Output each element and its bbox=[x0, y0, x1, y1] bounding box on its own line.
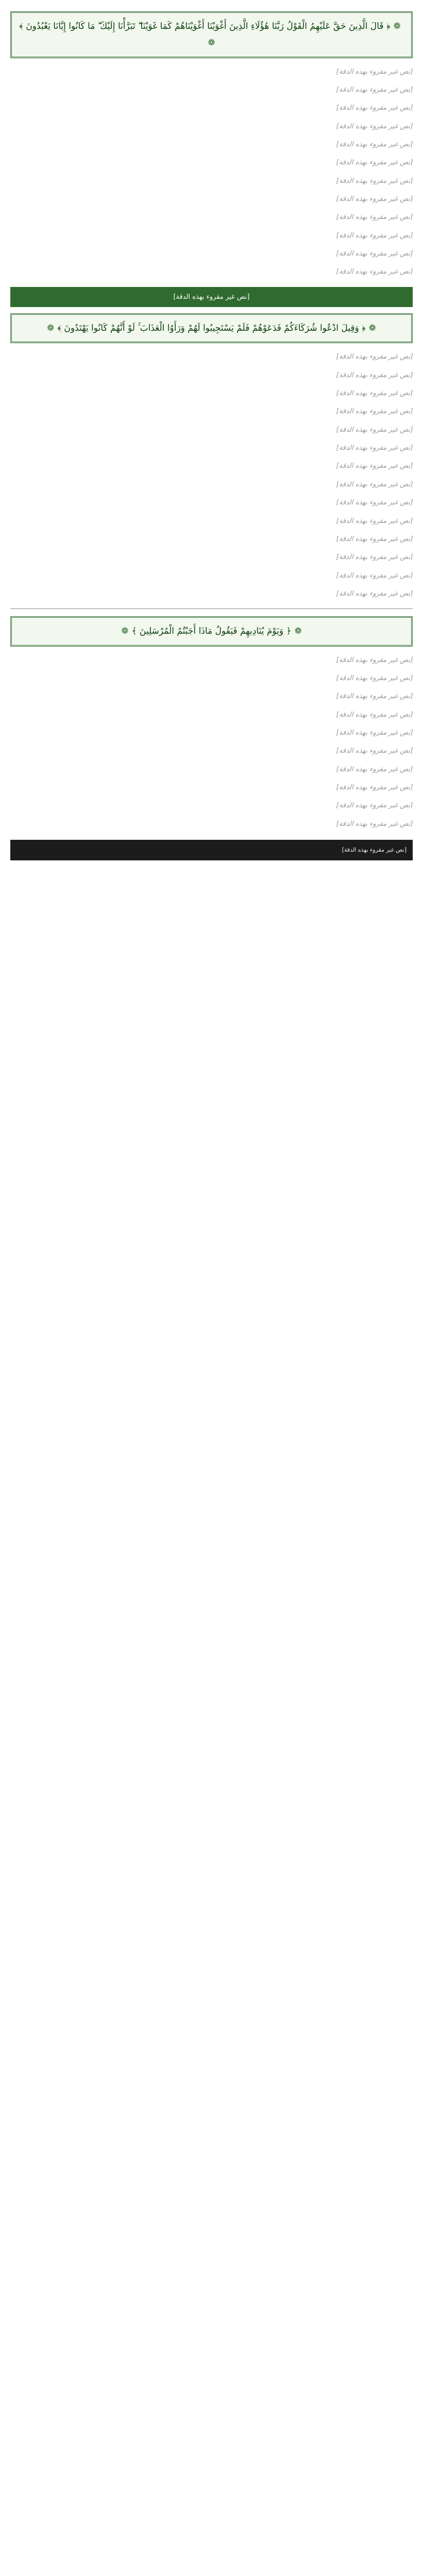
commentary-paragraph: [نص غير مقروء بهذه الدقة] bbox=[336, 747, 413, 755]
commentary-paragraph: [نص غير مقروء بهذه الدقة] bbox=[336, 426, 413, 434]
commentary-paragraph: [نص غير مقروء بهذه الدقة] bbox=[336, 104, 413, 112]
commentary-paragraph: [نص غير مقروء بهذه الدقة] bbox=[336, 353, 413, 361]
commentary-paragraph: [نص غير مقروء بهذه الدقة] bbox=[336, 802, 413, 810]
commentary-paragraph: [نص غير مقروء بهذه الدقة] bbox=[336, 389, 413, 398]
commentary-paragraph: [نص غير مقروء بهذه الدقة] bbox=[336, 268, 413, 276]
commentary-paragraph: [نص غير مقروء بهذه الدقة] bbox=[336, 499, 413, 507]
commentary-paragraph: [نص غير مقروء بهذه الدقة] bbox=[336, 765, 413, 773]
commentary-paragraph: [نص غير مقروء بهذه الدقة] bbox=[336, 535, 413, 543]
commentary-paragraph: [نص غير مقروء بهذه الدقة] bbox=[336, 213, 413, 222]
commentary-paragraph: [نص غير مقروء بهذه الدقة] bbox=[336, 710, 413, 719]
commentary-paragraph: [نص غير مقروء بهذه الدقة] bbox=[336, 571, 413, 580]
commentary-paragraph: [نص غير مقروء بهذه الدقة] bbox=[336, 159, 413, 167]
commentary-block-middle bbox=[10, 350, 413, 600]
commentary-paragraph: [نص غير مقروء بهذه الدقة] bbox=[336, 86, 413, 94]
commentary-paragraph: [نص غير مقروء بهذه الدقة] bbox=[336, 589, 413, 598]
commentary-paragraph: [نص غير مقروء بهذه الدقة] bbox=[336, 371, 413, 379]
commentary-paragraph: [نص غير مقروء بهذه الدقة] bbox=[336, 177, 413, 185]
verse-header-middle: ❁ ﴿ وَقِيلَ ادْعُوا شُرَكَاءَكُمْ فَدَعَوْهُمْ فَلَمْ يَسْتَجِيبُوا لَهُمْ وَرَأَوُا الْعَذَابَ ۚ لَوْ أَنَّهُمْ كَانُوا يَهْتَدُونَ ﴾ ❁ bbox=[10, 313, 413, 343]
commentary-paragraph: [نص غير مقروء بهذه الدقة] bbox=[336, 462, 413, 470]
commentary-paragraph: [نص غير مقروء بهذه الدقة] bbox=[336, 783, 413, 791]
commentary-paragraph: [نص غير مقروء بهذه الدقة] bbox=[336, 820, 413, 828]
commentary-paragraph: [نص غير مقروء بهذه الدقة] bbox=[336, 553, 413, 562]
commentary-paragraph: [نص غير مقروء بهذه الدقة] bbox=[336, 195, 413, 203]
commentary-paragraph: [نص غير مقروء بهذه الدقة] bbox=[336, 408, 413, 416]
commentary-paragraph: [نص غير مقروء بهذه الدقة] bbox=[336, 656, 413, 664]
tafsir-page bbox=[10, 0, 413, 868]
commentary-block-bottom bbox=[10, 654, 413, 831]
verse-header-top: ❁ ﴿ قَالَ الَّذِينَ حَقَّ عَلَيْهِمُ الْقَوْلُ رَبَّنَا هَٰؤُلَاءِ الَّذِينَ أَغْوَيْنَا أَغْوَيْنَاهُمْ كَمَا غَوَيْنَا ۖ تَبَرَّأْنَا إِلَيْكَ ۖ مَا كَانُوا إِيَّانَا يَعْبُدُونَ ﴾ ❁ bbox=[10, 11, 413, 58]
commentary-paragraph: [نص غير مقروء بهذه الدقة] bbox=[336, 250, 413, 258]
commentary-paragraph: [نص غير مقروء بهذه الدقة] bbox=[336, 517, 413, 525]
commentary-paragraph: [نص غير مقروء بهذه الدقة] bbox=[336, 67, 413, 76]
commentary-paragraph: [نص غير مقروء بهذه الدقة] bbox=[336, 231, 413, 240]
commentary-paragraph: [نص غير مقروء بهذه الدقة] bbox=[336, 480, 413, 488]
footnotes: [نص غير مقروء بهذه الدقة] bbox=[10, 840, 413, 860]
commentary-paragraph: [نص غير مقروء بهذه الدقة] bbox=[336, 674, 413, 682]
green-panel: [نص غير مقروء بهذه الدقة] bbox=[10, 287, 413, 307]
commentary-paragraph: [نص غير مقروء بهذه الدقة] bbox=[336, 122, 413, 130]
commentary-paragraph: [نص غير مقروء بهذه الدقة] bbox=[336, 692, 413, 701]
commentary-paragraph: [نص غير مقروء بهذه الدقة] bbox=[336, 140, 413, 148]
commentary-paragraph: [نص غير مقروء بهذه الدقة] bbox=[336, 444, 413, 452]
verse-header-bottom: ❁ ﴿ وَيَوْمَ يُنَادِيهِمْ فَيَقُولُ مَاذَا أَجَبْتُمُ الْمُرْسَلِينَ ﴾ ❁ bbox=[10, 616, 413, 646]
commentary-paragraph: [نص غير مقروء بهذه الدقة] bbox=[336, 728, 413, 737]
section-divider bbox=[10, 608, 413, 609]
commentary-block-top bbox=[10, 65, 413, 279]
